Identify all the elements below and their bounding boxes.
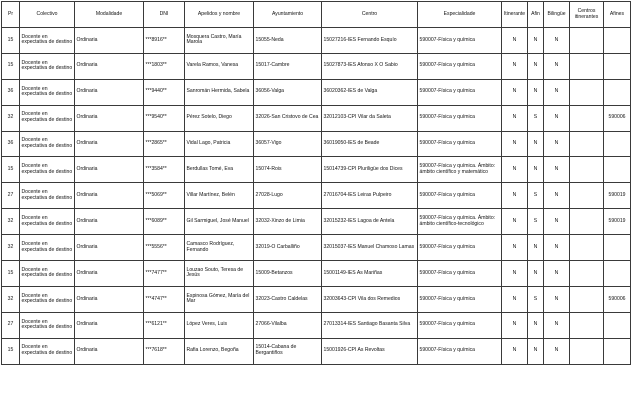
cell-itinerante: N xyxy=(502,53,528,79)
table-row xyxy=(2,53,631,79)
cell-afines: 590019 xyxy=(604,183,631,209)
cell-afines xyxy=(604,28,631,54)
cell-modalidade: Ordinaria xyxy=(75,157,144,183)
cell-nombre: López Veres, Luis xyxy=(185,312,254,338)
cell-itinerante: N xyxy=(502,79,528,105)
cell-itinerante: N xyxy=(502,235,528,261)
cell-afin: N xyxy=(528,53,544,79)
cell-ayuntamiento: 32032-Xinzo de Limia xyxy=(254,209,322,235)
cell-ayuntamiento: 15009-Betanzos xyxy=(254,261,322,287)
cell-afin: S xyxy=(528,209,544,235)
cell-itinerante: N xyxy=(502,209,528,235)
cell-colectivo: Docente en expectativa de destino xyxy=(20,105,75,131)
cell-modalidade: Ordinaria xyxy=(75,312,144,338)
table-row xyxy=(2,312,631,338)
cell-modalidade: Ordinaria xyxy=(75,53,144,79)
cell-afines: 590006 xyxy=(604,286,631,312)
cell-afines xyxy=(604,261,631,287)
cell-ayuntamiento: 27028-Lugo xyxy=(254,183,322,209)
cell-especialidade: 590007-Física y química xyxy=(418,28,502,54)
cell-afines: 590006 xyxy=(604,105,631,131)
cell-pr: 32 xyxy=(2,286,20,312)
cell-centro: 32015232-IES Lagoa de Antela xyxy=(322,209,418,235)
cell-especialidade: 590007-Física y química xyxy=(418,261,502,287)
cell-ayuntamiento: 36056-Valga xyxy=(254,79,322,105)
cell-pr: 32 xyxy=(2,235,20,261)
cell-modalidade: Ordinaria xyxy=(75,338,144,364)
cell-centro: 15027873-IES Afonso X O Sabio xyxy=(322,53,418,79)
header-especialidade: Especialidade xyxy=(418,2,502,28)
cell-colectivo: Docente en expectativa de destino xyxy=(20,53,75,79)
cell-dni: ***5069** xyxy=(144,183,185,209)
cell-colectivo: Docente en expectativa de destino xyxy=(20,157,75,183)
cell-afin: N xyxy=(528,28,544,54)
document-page xyxy=(1,1,626,400)
table-row xyxy=(2,261,631,287)
cell-afin: N xyxy=(528,157,544,183)
cell-modalidade: Ordinaria xyxy=(75,183,144,209)
cell-nombre: Louzao Souto, Teresa de Jesús xyxy=(185,261,254,287)
cell-ayuntamiento: 36057-Vigo xyxy=(254,131,322,157)
cell-afines: 590019 xyxy=(604,209,631,235)
cell-pr: 15 xyxy=(2,261,20,287)
cell-modalidade: Ordinaria xyxy=(75,261,144,287)
table-row xyxy=(2,338,631,364)
cell-centros-itinerantes xyxy=(570,338,604,364)
cell-pr: 15 xyxy=(2,53,20,79)
cell-pr: 32 xyxy=(2,209,20,235)
cell-afines xyxy=(604,235,631,261)
cell-centro: 27013314-IES Santiago Basanta Silva xyxy=(322,312,418,338)
header-modalidade: Modalidade xyxy=(75,2,144,28)
cell-centros-itinerantes xyxy=(570,53,604,79)
cell-afin: N xyxy=(528,79,544,105)
cell-dni: ***3584** xyxy=(144,157,185,183)
cell-especialidade: 590007-Física y química. Ámbito: ámbito científico-tecnológico xyxy=(418,209,502,235)
cell-centro: 36020362-IES de Valga xyxy=(322,79,418,105)
cell-bilingue: N xyxy=(544,79,570,105)
cell-afin: S xyxy=(528,105,544,131)
cell-itinerante: N xyxy=(502,28,528,54)
cell-especialidade: 590007-Física y química. Ámbito: ámbito científico y matemático xyxy=(418,157,502,183)
cell-dni: ***9540** xyxy=(144,105,185,131)
cell-dni: ***6089** xyxy=(144,209,185,235)
cell-itinerante: N xyxy=(502,157,528,183)
cell-afines xyxy=(604,79,631,105)
cell-modalidade: Ordinaria xyxy=(75,131,144,157)
header-colectivo: Colectivo xyxy=(20,2,75,28)
cell-bilingue: N xyxy=(544,131,570,157)
cell-itinerante: N xyxy=(502,105,528,131)
cell-dni: ***7618** xyxy=(144,338,185,364)
cell-dni: ***8916** xyxy=(144,28,185,54)
cell-colectivo: Docente en expectativa de destino xyxy=(20,235,75,261)
cell-modalidade: Ordinaria xyxy=(75,235,144,261)
table-row xyxy=(2,209,631,235)
cell-itinerante: N xyxy=(502,131,528,157)
cell-dni: ***9440** xyxy=(144,79,185,105)
cell-centros-itinerantes xyxy=(570,209,604,235)
cell-nombre: Villar Martínez, Belén xyxy=(185,183,254,209)
cell-centros-itinerantes xyxy=(570,183,604,209)
cell-ayuntamiento: 32026-San Cristovo de Cea xyxy=(254,105,322,131)
cell-afin: S xyxy=(528,183,544,209)
assignment-table xyxy=(1,1,631,365)
cell-nombre: Mosquera Castro, María Marola xyxy=(185,28,254,54)
cell-centros-itinerantes xyxy=(570,235,604,261)
cell-nombre: Sanromán Hermida, Sabela xyxy=(185,79,254,105)
cell-afines xyxy=(604,312,631,338)
header-itinerante: Itinerante xyxy=(502,2,528,28)
cell-colectivo: Docente en expectativa de destino xyxy=(20,312,75,338)
cell-centros-itinerantes xyxy=(570,261,604,287)
cell-afines xyxy=(604,157,631,183)
cell-bilingue: N xyxy=(544,261,570,287)
cell-modalidade: Ordinaria xyxy=(75,209,144,235)
cell-especialidade: 590007-Física y química xyxy=(418,183,502,209)
cell-ayuntamiento: 32023-Castro Caldelas xyxy=(254,286,322,312)
cell-dni: ***4747** xyxy=(144,286,185,312)
cell-itinerante: N xyxy=(502,183,528,209)
table-row xyxy=(2,105,631,131)
cell-especialidade: 590007-Física y química xyxy=(418,312,502,338)
cell-centros-itinerantes xyxy=(570,131,604,157)
cell-colectivo: Docente en expectativa de destino xyxy=(20,286,75,312)
cell-modalidade: Ordinaria xyxy=(75,286,144,312)
table-row xyxy=(2,235,631,261)
header-centro: Centro xyxy=(322,2,418,28)
table-row xyxy=(2,183,631,209)
cell-nombre: Vidal Lago, Patricia xyxy=(185,131,254,157)
cell-centros-itinerantes xyxy=(570,286,604,312)
cell-especialidade: 590007-Física y química xyxy=(418,105,502,131)
cell-pr: 15 xyxy=(2,338,20,364)
cell-especialidade: 590007-Física y química xyxy=(418,286,502,312)
cell-modalidade: Ordinaria xyxy=(75,28,144,54)
cell-ayuntamiento: 15074-Rois xyxy=(254,157,322,183)
header-centros-itinerantes: Centros itinerantes xyxy=(570,2,604,28)
cell-ayuntamiento: 15055-Neda xyxy=(254,28,322,54)
table-row xyxy=(2,79,631,105)
cell-afin: N xyxy=(528,261,544,287)
cell-ayuntamiento: 27066-Vilalba xyxy=(254,312,322,338)
cell-bilingue: N xyxy=(544,209,570,235)
table-row xyxy=(2,286,631,312)
cell-modalidade: Ordinaria xyxy=(75,79,144,105)
cell-afin: N xyxy=(528,235,544,261)
cell-pr: 27 xyxy=(2,183,20,209)
cell-centro: 15001926-CPI As Revoltas xyxy=(322,338,418,364)
table-row xyxy=(2,28,631,54)
header-pr: Pr xyxy=(2,2,20,28)
cell-nombre: Gil Sarmiguel, José Manuel xyxy=(185,209,254,235)
cell-bilingue: N xyxy=(544,105,570,131)
cell-dni: ***6121** xyxy=(144,312,185,338)
cell-bilingue: N xyxy=(544,235,570,261)
cell-centros-itinerantes xyxy=(570,157,604,183)
cell-especialidade: 590007-Física y química xyxy=(418,131,502,157)
cell-itinerante: N xyxy=(502,286,528,312)
cell-centros-itinerantes xyxy=(570,28,604,54)
cell-bilingue: N xyxy=(544,157,570,183)
cell-especialidade: 590007-Física y química xyxy=(418,53,502,79)
cell-especialidade: 590007-Física y química xyxy=(418,79,502,105)
cell-pr: 15 xyxy=(2,28,20,54)
cell-nombre: Rafia Lorenzo, Begoña xyxy=(185,338,254,364)
table-row xyxy=(2,131,631,157)
cell-pr: 36 xyxy=(2,79,20,105)
cell-itinerante: N xyxy=(502,261,528,287)
cell-bilingue: N xyxy=(544,338,570,364)
cell-colectivo: Docente en expectativa de destino xyxy=(20,261,75,287)
cell-dni: ***1803** xyxy=(144,53,185,79)
cell-bilingue: N xyxy=(544,183,570,209)
cell-bilingue: N xyxy=(544,286,570,312)
table-row xyxy=(2,157,631,183)
cell-pr: 27 xyxy=(2,312,20,338)
cell-especialidade: 590007-Física y química xyxy=(418,338,502,364)
cell-bilingue: N xyxy=(544,312,570,338)
cell-centro: 27016704-IES Leiras Pulpeiro xyxy=(322,183,418,209)
cell-centro: 32015037-IES Manuel Chamoso Lamas xyxy=(322,235,418,261)
cell-afin: S xyxy=(528,286,544,312)
cell-afines xyxy=(604,131,631,157)
table-body xyxy=(2,28,631,365)
cell-nombre: Varela Ramos, Vanesa xyxy=(185,53,254,79)
cell-centro: 15027216-IES Fernando Esquío xyxy=(322,28,418,54)
cell-afin: N xyxy=(528,131,544,157)
cell-afin: N xyxy=(528,338,544,364)
cell-afines xyxy=(604,53,631,79)
cell-bilingue: N xyxy=(544,53,570,79)
cell-afines xyxy=(604,338,631,364)
cell-nombre: Camasco Rodríguez, Fernando xyxy=(185,235,254,261)
cell-pr: 36 xyxy=(2,131,20,157)
cell-nombre: Pérez Sotelo, Diego xyxy=(185,105,254,131)
cell-dni: ***2865** xyxy=(144,131,185,157)
cell-centro: 36019050-IES de Beade xyxy=(322,131,418,157)
header-ayuntamiento: Ayuntamiento xyxy=(254,2,322,28)
cell-colectivo: Docente en expectativa de destino xyxy=(20,183,75,209)
cell-nombre: Berdullas Tomé, Eva xyxy=(185,157,254,183)
cell-centros-itinerantes xyxy=(570,79,604,105)
cell-colectivo: Docente en expectativa de destino xyxy=(20,209,75,235)
cell-colectivo: Docente en expectativa de destino xyxy=(20,79,75,105)
cell-dni: ***5556** xyxy=(144,235,185,261)
cell-pr: 32 xyxy=(2,105,20,131)
cell-colectivo: Docente en expectativa de destino xyxy=(20,338,75,364)
cell-dni: ***7477** xyxy=(144,261,185,287)
cell-centro: 15001149-IES As Mariñas xyxy=(322,261,418,287)
cell-centros-itinerantes xyxy=(570,105,604,131)
header-bilingue: Bilingüe xyxy=(544,2,570,28)
cell-nombre: Espinosa Gómez, María del Mar xyxy=(185,286,254,312)
cell-ayuntamiento: 15017-Cambre xyxy=(254,53,322,79)
cell-especialidade: 590007-Física y química xyxy=(418,235,502,261)
cell-centro: 32003643-CPI Vila dos Remedios xyxy=(322,286,418,312)
cell-ayuntamiento: 32019-O Carballiño xyxy=(254,235,322,261)
cell-itinerante: N xyxy=(502,312,528,338)
header-afines: Afines xyxy=(604,2,631,28)
header-afin: Afin xyxy=(528,2,544,28)
cell-colectivo: Docente en expectativa de destino xyxy=(20,131,75,157)
cell-centro: 15014739-CPI Pluriligüe dos Dices xyxy=(322,157,418,183)
header-apelidos: Apelidos y nombre xyxy=(185,2,254,28)
cell-afin: N xyxy=(528,312,544,338)
cell-modalidade: Ordinaria xyxy=(75,105,144,131)
cell-pr: 15 xyxy=(2,157,20,183)
table-header-row xyxy=(2,2,631,28)
cell-ayuntamiento: 15014-Cabana de Bergantiños xyxy=(254,338,322,364)
cell-bilingue: N xyxy=(544,28,570,54)
cell-centro: 32012103-CPI Vilar da Saleta xyxy=(322,105,418,131)
cell-colectivo: Docente en expectativa de destino xyxy=(20,28,75,54)
header-dni: DNI xyxy=(144,2,185,28)
cell-itinerante: N xyxy=(502,338,528,364)
cell-centros-itinerantes xyxy=(570,312,604,338)
